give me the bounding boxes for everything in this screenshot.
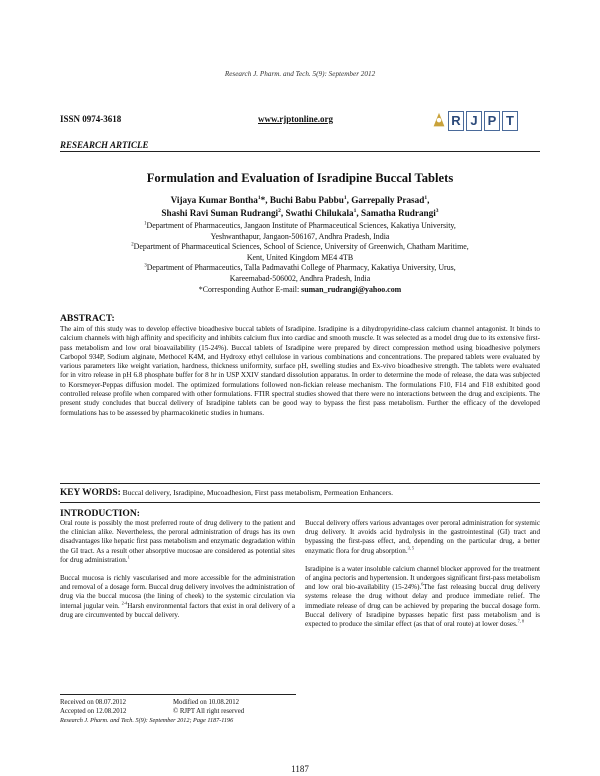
- paragraph: Buccal delivery offers various advantages over peroral administration for systemic drug delivery. It avoids acid hydrolysis in the gastrointestinal (GI) tract and bypassing the first-pass effect, and, depending on the particular drug, a better enzymatic flora for drug absorption.$^{3, 5}$: [305, 519, 540, 555]
- abstract-body: The aim of this study was to develop effective bioadhesive buccal tablets of Isradipine. Isradipine is a dihydropyridine-class calcium channel antagonist. It binds to calcium channels with high affinity and specificity and inhibits calcium flux into cardiac and smooth muscle. It was selected as a model drug due to its extensive first-pass metabolism and low oral bioavailability (15-24%). Buccal tablets of Isradipine were prepared by direct compression method using bioadhesive polymers Carbopol 934P, Sodium alginate, Methocel K4M, and Hydroxy ethyl cellulose in various combinations and concentrations. The prepared tablets were evaluated by various parameters like weight variation, hardness, thickness uniformity, surface pH, swelling studies and Ex-vivo bioadhesive strength. The tablets were evaluated for in vitro release in pH 6.8 phosphate buffer for 8 hr in USP XXIV standard dissolution apparatus. In order to determine the mode of release, the data was subjected to Korsmeyer-Peppas diffusion model. The optimized formulations followed non-fickian release mechanism. The formulations F10, F14 and F18 exhibited good controlled release profile when compared with other formulations. FTIR spectral studies showed that there were no interactions between the drug and excipients. The present study concludes that buccal delivery of Isradipine tablets can be good way to bypass the first pass metabolism. Further the efficacy of the developed formulations has to be assessed by pharmacokinetic studies in humans.: [60, 325, 540, 417]
- affiliations: [0, 221, 600, 295]
- divider: [60, 483, 540, 484]
- copyright: © RJPT All right reserved: [173, 708, 245, 715]
- logo-letter-p: P: [484, 111, 500, 131]
- issn: ISSN 0974-3618: [60, 114, 122, 124]
- keywords-text: Buccal delivery, Isradipine, Mucoadhesion, First pass metabolism, Permeation Enhancers.: [120, 488, 394, 497]
- author-list: [0, 194, 600, 220]
- affiliation-line: Yeshwanthapur, Jangaon-506167, Andhra Pradesh, India: [210, 231, 390, 241]
- affiliation-line: $^3$Department of Pharmaceutics, Talla Padmavathi College of Pharmacy, Kakatiya University, Urus,: [144, 263, 456, 273]
- received-date: Received on 08.07.2012: [60, 699, 127, 706]
- page-number: 1187: [291, 764, 309, 774]
- author-email[interactable]: suman_rudrangi@yahoo.com: [301, 284, 402, 294]
- logo-letter-r: R: [448, 111, 464, 131]
- logo-letter-j: J: [466, 111, 482, 131]
- paragraph: Oral route is possibly the most preferred route of drug delivery to the patient and the clinician alike. Nevertheless, the peroral administration of drugs has its own disadvantages like hepatic first pass metabolism and enzymatic degradation within the GI tract. As a result other absorptive mucosae are considered as potential sites for drug administration.$^1$: [60, 519, 295, 564]
- modified-date: Modified on 10.08.2012: [173, 699, 240, 706]
- paragraph: Isradipine is a water insoluble calcium channel blocker approved for the treatment of angina pectoris and hypertension. It undergoes significant first-pass metabolism and low oral bio-availability (15-24%).$^6$The fast releasing buccal drug delivery systems release the drug without delay and produce immediate relief. The immediate release of drug can be achieved by preparing the buccal dosage form. Buccal delivery of Isradipine bypasses hepatic first pass metabolism and is expected to produce the similar effect (as that of oral route) at lower doses.$^{7, 8}$: [305, 564, 540, 629]
- website-link[interactable]: www.rjptonline.org: [258, 114, 333, 124]
- running-header: Research J. Pharm. and Tech. 5(9): September 2012: [224, 70, 376, 78]
- paragraph: Buccal mucosa is richly vascularised and more accessible for the administration and removal of a dosage form. Buccal drug delivery involves the administration of drug via the buccal mucosa (the lining of cheek) to the systemic circulation via internal jugular vein. $^{2-4}$Harsh environmental factors that exist in oral delivery of a drug are circumvented by buccal delivery.: [60, 574, 295, 619]
- footer-citation: Research J. Pharm. and Tech. 5(9): September 2012; Page 1187-1196: [60, 717, 234, 724]
- paper-title: Formulation and Evaluation of Isradipine Buccal Tablets: [146, 171, 454, 185]
- keywords-label: KEY WORDS:: [60, 488, 121, 498]
- keywords: [60, 488, 540, 498]
- introduction-heading: INTRODUCTION:: [60, 508, 140, 519]
- logo-mark-icon: [432, 112, 446, 130]
- right-column: [305, 519, 540, 638]
- authors-line-2: Shashi Ravi Suman Rudrangi$^2$, Swathi Chilukala$^1$, Samatha Rudrangi$^3$: [161, 207, 439, 218]
- rjpt-logo: [432, 108, 544, 134]
- divider: [60, 151, 540, 152]
- affiliation-line: $^2$Department of Pharmaceutical Sciences, School of Science, University of Greenwich, Chatham Maritime,: [131, 242, 469, 252]
- abstract-heading: ABSTRACT:: [60, 313, 115, 324]
- article-type: RESEARCH ARTICLE: [60, 140, 149, 150]
- affiliation-line: Kent, United Kingdom ME4 4TB: [246, 252, 354, 262]
- accepted-date: Accepted on 12.08.2012: [60, 708, 127, 715]
- divider: [60, 502, 540, 503]
- article-dates: [60, 698, 300, 725]
- affiliation-line: Kareemabad-506002, Andhra Pradesh, India: [229, 273, 371, 283]
- authors-line-1: Vijaya Kumar Bontha$^1$*, Buchi Babu Pabbu$^1$, Garrepally Prasad$^1$,: [170, 194, 430, 205]
- affiliation-line: $^1$Department of Pharmaceutics, Jangaon Institute of Pharmaceutical Sciences, Kakatiya University,: [144, 221, 456, 230]
- corresponding-author: *Corresponding Author E-mail: suman_rudrangi@yahoo.com: [198, 284, 402, 294]
- divider: [60, 694, 296, 695]
- left-column: [60, 519, 295, 629]
- logo-letter-t: T: [502, 111, 518, 131]
